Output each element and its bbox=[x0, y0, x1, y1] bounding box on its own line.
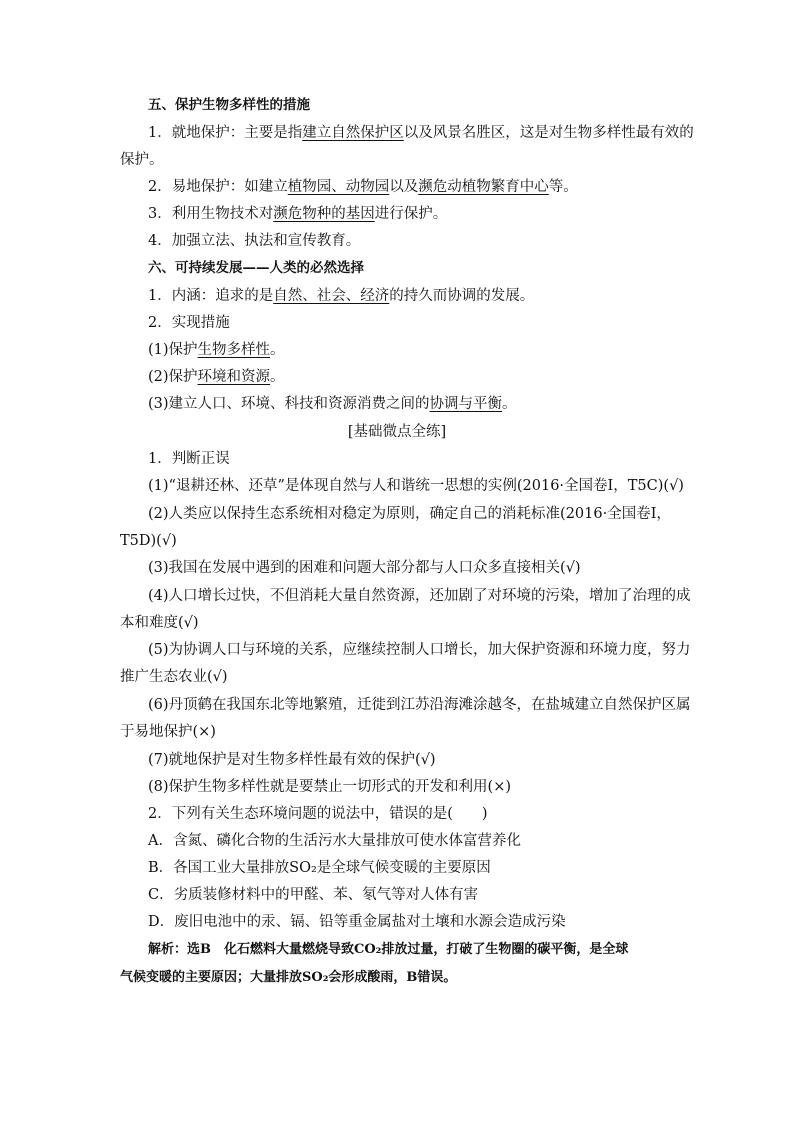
q1-item-cont: 本和难度(√) bbox=[120, 615, 199, 631]
answer-blank: 自然、社会、经济 bbox=[273, 288, 390, 304]
explanation-label: 解析： bbox=[148, 942, 188, 957]
q1-item: (6)丹顶鹤在我国东北等地繁殖，迁徙到江苏沿海滩涂越冬，在盐城建立自然保护区属 bbox=[148, 697, 691, 713]
q1-item: (8)保护生物多样性就是要禁止一切形式的开发和利用(×) bbox=[148, 779, 512, 795]
q2-title: 2．下列有关生态环境问题的说法中，错误的是( ) bbox=[148, 806, 488, 822]
section6-heading: 六、可持续发展——人类的必然选择 bbox=[148, 260, 364, 276]
section5-item3: 3．利用生物技术对濒危物种的基因进行保护。 bbox=[148, 206, 448, 222]
q1-item: (7)就地保护是对生物多样性最有效的保护(√) bbox=[148, 752, 436, 768]
q1-item: (4)人口增长过快，不但消耗大量自然资源，还加剧了对环境的污染，增加了治理的成 bbox=[148, 588, 691, 604]
section6-sub2: (2)保护环境和资源。 bbox=[148, 369, 285, 385]
answer-blank: 植物园、动物园 bbox=[287, 179, 390, 195]
section6-item1: 1．内涵：追求的是自然、社会、经济的持久而协调的发展。 bbox=[148, 288, 535, 304]
section5-heading: 五、保护生物多样性的措施 bbox=[148, 97, 310, 113]
section5-item2: 2．易地保护：如建立植物园、动物园以及濒危动植物繁育中心等。 bbox=[148, 179, 578, 195]
section5-item1-line1: 1．就地保护：主要是指建立自然保护区以及风景名胜区，这是对生物多样性最有效的 bbox=[148, 125, 694, 141]
q1-item: (1)“退耕还林、还草”是体现自然与人和谐统一思想的实例(2016·全国卷Ⅰ，T5C)(√) bbox=[148, 478, 684, 494]
q1-item: (2)人类应以保持生态系统相对稳定为原则，确定自己的消耗标准(2016·全国卷Ⅰ， bbox=[148, 506, 671, 522]
section5-item1-line2: 保护。 bbox=[120, 152, 164, 168]
section6-sub3: (3)建立人口、环境、科技和资源消费之间的协调与平衡。 bbox=[148, 396, 517, 412]
practice-heading: [基础微点全练] bbox=[347, 424, 447, 440]
answer-blank: 建立自然保护区 bbox=[302, 125, 404, 141]
explanation-line1: 解析：选B 化石燃料大量燃烧导致CO₂排放过量，打破了生物圈的碳平衡，是全球 bbox=[148, 942, 629, 957]
section6-sub1: (1)保护生物多样性。 bbox=[148, 342, 285, 358]
q2-option-a: A．含氮、磷化合物的生活污水大量排放可使水体富营养化 bbox=[148, 833, 521, 849]
answer-blank: 协调与平衡 bbox=[429, 396, 503, 412]
answer-blank: 濒危物种的基因 bbox=[273, 206, 375, 222]
answer-blank: 生物多样性 bbox=[197, 342, 271, 358]
q2-option-c: C．劣质装修材料中的甲醛、苯、氡气等对人体有害 bbox=[148, 887, 479, 903]
section6-item2: 2．实现措施 bbox=[148, 315, 230, 331]
explanation-line2: 气候变暖的主要原因；大量排放SO₂会形成酸雨，B错误。 bbox=[120, 970, 457, 985]
answer-blank: 环境和资源 bbox=[197, 369, 271, 385]
answer-blank: 濒危动植物繁育中心 bbox=[418, 179, 549, 195]
q1-item: (3)我国在发展中遇到的困难和问题大部分都与人口众多直接相关(√) bbox=[148, 560, 581, 576]
q1-title: 1．判断正误 bbox=[148, 451, 230, 467]
q1-item-cont: 推广生态农业(√) bbox=[120, 669, 228, 685]
section5-item4: 4．加强立法、执法和宣传教育。 bbox=[148, 233, 361, 249]
q1-item-cont: T5D)(√) bbox=[120, 533, 177, 549]
q1-item: (5)为协调人口与环境的关系，应继续控制人口增长，加大保护资源和环境力度，努力 bbox=[148, 642, 691, 658]
q1-item-cont: 于易地保护(×) bbox=[120, 724, 216, 740]
q2-option-d: D．废旧电池中的汞、镉、铅等重金属盐对土壤和水源会造成污染 bbox=[148, 914, 566, 930]
q2-option-b: B．各国工业大量排放SO₂是全球气候变暖的主要原因 bbox=[148, 860, 491, 876]
